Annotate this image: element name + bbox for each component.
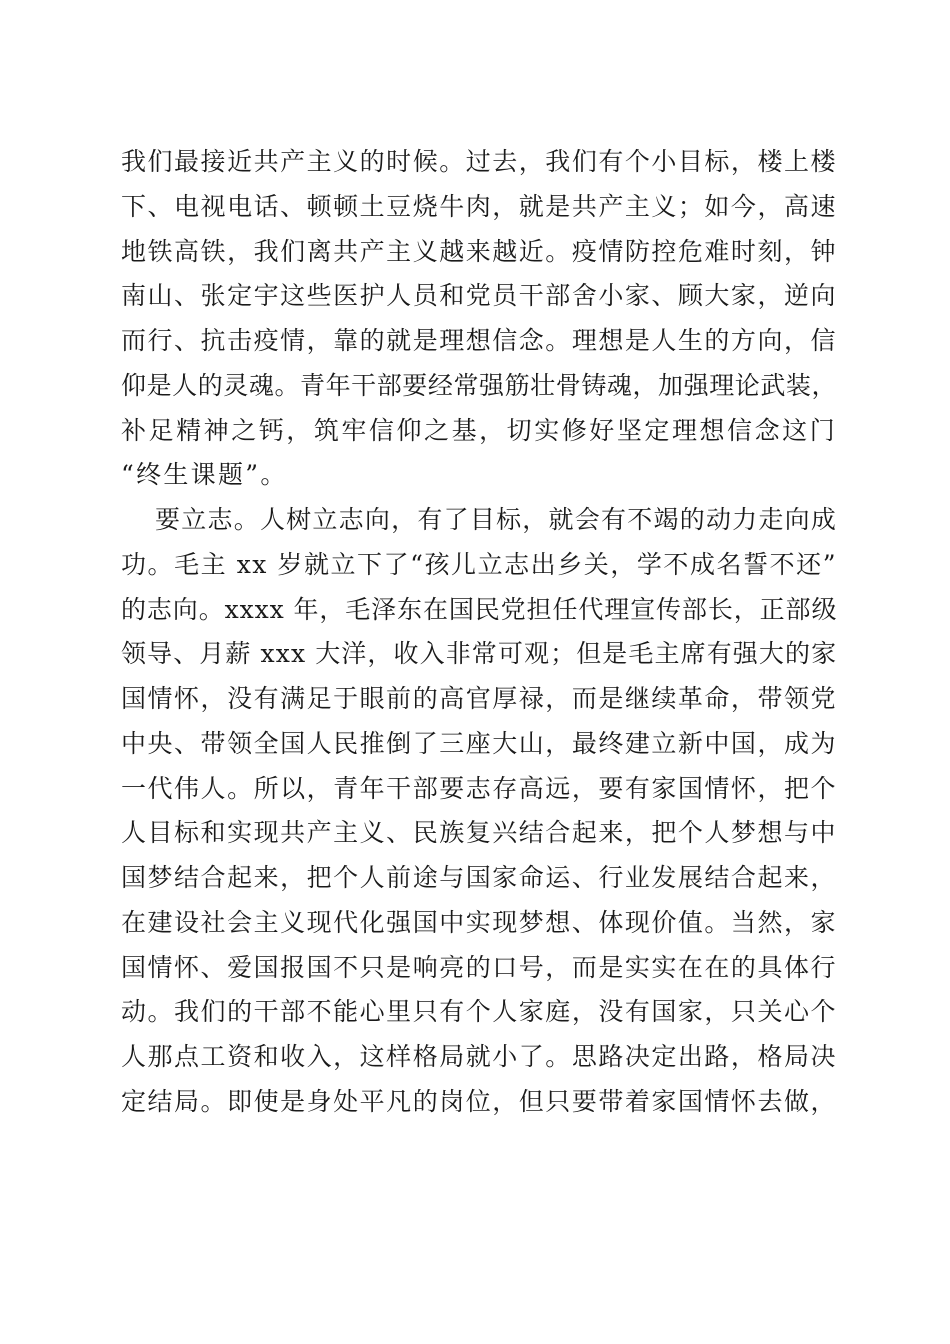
- paragraph-line: 人那点工资和收入，这样格局就小了。思路决定出路，格局决: [121, 1042, 837, 1071]
- paragraph-line: 的志向。xxxx 年，毛泽东在国民党担任代理宣传部长，正部级: [121, 595, 838, 624]
- paragraph-line: 地铁高铁，我们离共产主义越来越近。疫情防控危难时刻，钟: [121, 237, 837, 266]
- paragraph-line: 领导、月薪 xxx 大洋，收入非常可观；但是毛主席有强大的家: [121, 639, 838, 668]
- paragraph-line: 国情怀，没有满足于眼前的高官厚禄，而是继续革命，带领党: [121, 684, 837, 713]
- paragraph-line: 仰是人的灵魂。青年干部要经常强筋壮骨铸魂，加强理论武装，: [121, 371, 837, 400]
- paragraph-line: 定结局。即使是身处平凡的岗位，但只要带着家国情怀去做，: [121, 1087, 837, 1116]
- paragraph-line: “终生课题”。: [121, 460, 288, 489]
- paragraph-line: 我们最接近共产主义的时候。过去，我们有个小目标，楼上楼: [121, 147, 837, 176]
- paragraph-line: 要立志。人树立志向，有了目标，就会有不竭的动力走向成: [155, 505, 837, 534]
- paragraph-line: 功。毛主 xx 岁就立下了“孩儿立志出乡关，学不成名誓不还”: [121, 550, 837, 579]
- paragraph-line: 国梦结合起来，把个人前途与国家命运、行业发展结合起来，: [121, 863, 837, 892]
- paragraph-line: 而行、抗击疫情，靠的就是理想信念。理想是人生的方向，信: [121, 326, 837, 355]
- paragraph-line: 人目标和实现共产主义、民族复兴结合起来，把个人梦想与中: [121, 818, 837, 847]
- paragraph-line: 中央、带领全国人民推倒了三座大山，最终建立新中国，成为: [121, 729, 837, 758]
- paragraph-line: 补足精神之钙，筑牢信仰之基，切实修好坚定理想信念这门: [121, 416, 837, 445]
- paragraph-line: 国情怀、爱国报国不只是响亮的口号，而是实实在在的具体行: [121, 953, 837, 982]
- paragraph-line: 在建设社会主义现代化强国中实现梦想、体现价值。当然，家: [121, 908, 837, 937]
- paragraph-line: 动。我们的干部不能心里只有个人家庭，没有国家，只关心个: [121, 997, 837, 1026]
- paragraph-line: 南山、张定宇这些医护人员和党员干部舍小家、顾大家，逆向: [121, 281, 837, 310]
- paragraph-line: 一代伟人。所以，青年干部要志存高远，要有家国情怀，把个: [121, 774, 837, 803]
- paragraph-line: 下、电视电话、顿顿土豆烧牛肉，就是共产主义；如今，高速: [121, 192, 837, 221]
